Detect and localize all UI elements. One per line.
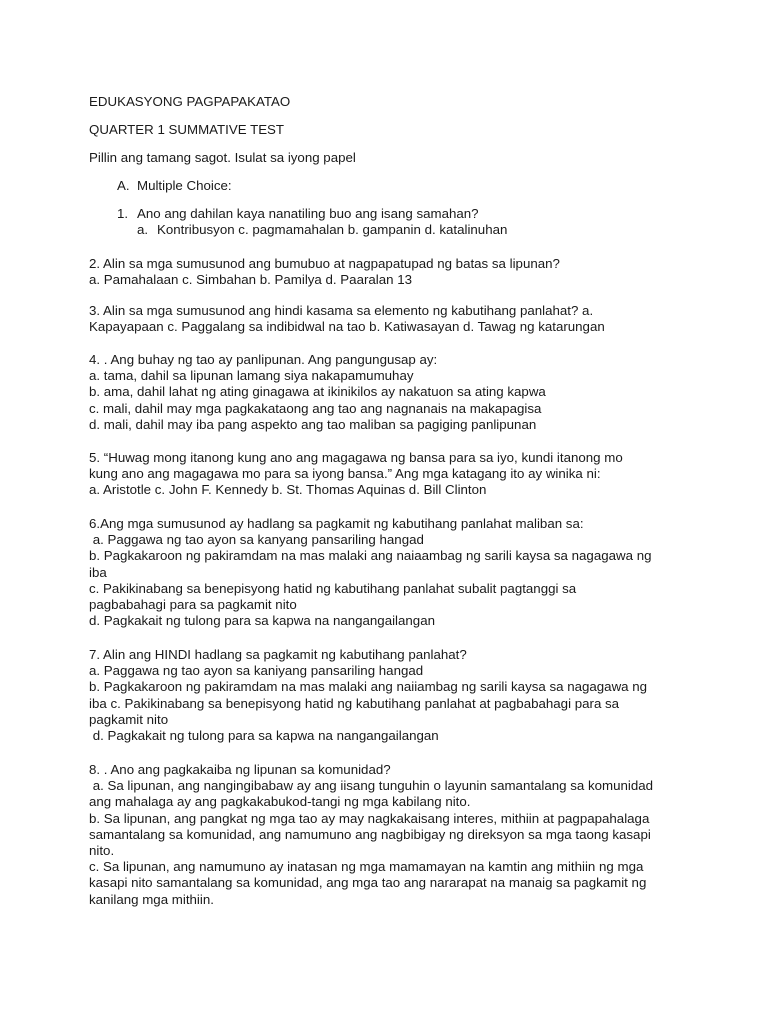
section-a-label: Multiple Choice:: [137, 178, 232, 193]
section-a-marker: A.: [117, 178, 130, 193]
question-1: [117, 206, 479, 222]
question-line: c. Sa lipunan, ang namumuno ay inatasan ng mga mamamayan na kamtin ang mithiin ng mga: [89, 859, 644, 875]
question-line: d. mali, dahil may iba pang aspekto ang tao maliban sa pagiging panlipunan: [89, 416, 537, 432]
question-line: 3. Alin sa mga sumusunod ang hindi kasama sa elemento ng kabutihang panlahat? a.: [89, 303, 594, 318]
question-line: b. ama, dahil lahat ng ating ginagawa at ikinikilos ay nakatuon sa ating kapwa: [89, 384, 546, 400]
question-1-options-text: Kontribusyon c. pagmamahalan b. gampanin d. katalinuhan: [157, 222, 508, 237]
question-2: [89, 256, 689, 288]
question-line: ang mahalaga ay ang pagkakabukod-tangi ng mga kabilang nito.: [89, 794, 471, 810]
question-line: b. Pagkakaroon ng pakiramdam na mas malaki ang naiaambag ng sarili kaysa sa nagagawa ng: [89, 548, 652, 564]
question-line: b. Pagkakaroon ng pakiramdam na mas malaki ang naiiambag ng sarili kaysa sa nagagawa ng: [89, 679, 648, 695]
question-line: samantalang sa komunidad, ang namumuno ang nagbibigay ng direksyon sa mga taong kasapi: [89, 826, 651, 842]
question-line: 8. . Ano ang pagkakaiba ng lipunan sa komunidad?: [89, 762, 391, 777]
question-line: kanilang mga mithiin.: [89, 891, 214, 907]
question-1-options: [137, 222, 507, 238]
question-6: [89, 516, 689, 629]
question-line: pagkamit nito: [89, 711, 169, 727]
question-line: b. Sa lipunan, ang pangkat ng mga tao ay may nagkakaisang interes, mithiin at pagpapahalaga: [89, 810, 650, 826]
question-line: d. Pagkakait ng tulong para sa kapwa na nangangailangan: [89, 728, 439, 744]
question-line: 7. Alin ang HINDI hadlang sa pagkamit ng kabutihang panlahat?: [89, 647, 467, 662]
question-5: [89, 450, 689, 499]
question-line: a. tama, dahil sa lipunan lamang siya nakapamumuhay: [89, 368, 414, 384]
question-8: [89, 762, 689, 908]
question-3: [89, 303, 689, 335]
question-line: kasapi nito samantalang sa komunidad, ang mga tao ang nararapat na manaig sa pagkamit ng: [89, 875, 647, 891]
subject-heading: EDUKASYONG PAGPAPAKATAO: [89, 94, 291, 109]
question-line: nito.: [89, 843, 115, 859]
question-line: a. Pamahalaan c. Simbahan b. Pamilya d. Paaralan 13: [89, 272, 413, 288]
question-line: 6.Ang mga sumusunod ay hadlang sa pagkamit ng kabutihang panlahat maliban sa:: [89, 516, 584, 531]
question-line: kung ano ang magagawa mo para sa iyong bansa.” Ang mga katagang ito ay winika ni:: [89, 466, 601, 482]
question-line: c. Pakikinabang sa benepisyong hatid ng kabutihang panlahat subalit pagtanggi sa: [89, 580, 577, 596]
question-line: c. mali, dahil may mga pagkakataong ang tao ang nagnanais na makapagisa: [89, 400, 542, 416]
question-line: iba: [89, 564, 107, 580]
question-1-option-marker: a.: [137, 222, 149, 237]
question-line: 2. Alin sa mga sumusunod ang bumubuo at nagpapatupad ng batas sa lipunan?: [89, 256, 560, 271]
question-line: a. Aristotle c. John F. Kennedy b. St. Thomas Aquinas d. Bill Clinton: [89, 482, 487, 498]
question-line: d. Pagkakait ng tulong para sa kapwa na nangangailangan: [89, 613, 435, 629]
test-title: QUARTER 1 SUMMATIVE TEST: [89, 122, 285, 137]
question-line: a. Paggawa ng tao ayon sa kanyang pansariling hangad: [89, 532, 424, 548]
question-line: 5. “Huwag mong itanong kung ano ang magagawa ng bansa para sa iyo, kundi itanong mo: [89, 450, 623, 465]
section-a-heading: [117, 178, 232, 194]
instruction-line: Pillin ang tamang sagot. Isulat sa iyong papel: [89, 150, 356, 165]
question-7: [89, 647, 689, 744]
question-line: a. Paggawa ng tao ayon sa kaniyang pansariling hangad: [89, 663, 424, 679]
question-1-text: Ano ang dahilan kaya nanatiling buo ang isang samahan?: [137, 206, 479, 221]
question-line: 4. . Ang buhay ng tao ay panlipunan. Ang pangungusap ay:: [89, 352, 438, 367]
question-4: [89, 352, 689, 433]
question-line: pagbabahagi para sa pagkamit nito: [89, 597, 297, 613]
question-line: a. Sa lipunan, ang nangingibabaw ay ang iisang tunguhin o layunin samantalang sa komunidad: [89, 778, 654, 794]
question-line: Kapayapaan c. Paggalang sa indibidwal na tao b. Katiwasayan d. Tawag ng katarungan: [89, 319, 605, 335]
question-line: iba c. Pakikinabang sa benepisyong hatid ng kabutihang panlahat at pagbabahagi para sa: [89, 695, 620, 711]
question-1-marker: 1.: [117, 206, 129, 221]
